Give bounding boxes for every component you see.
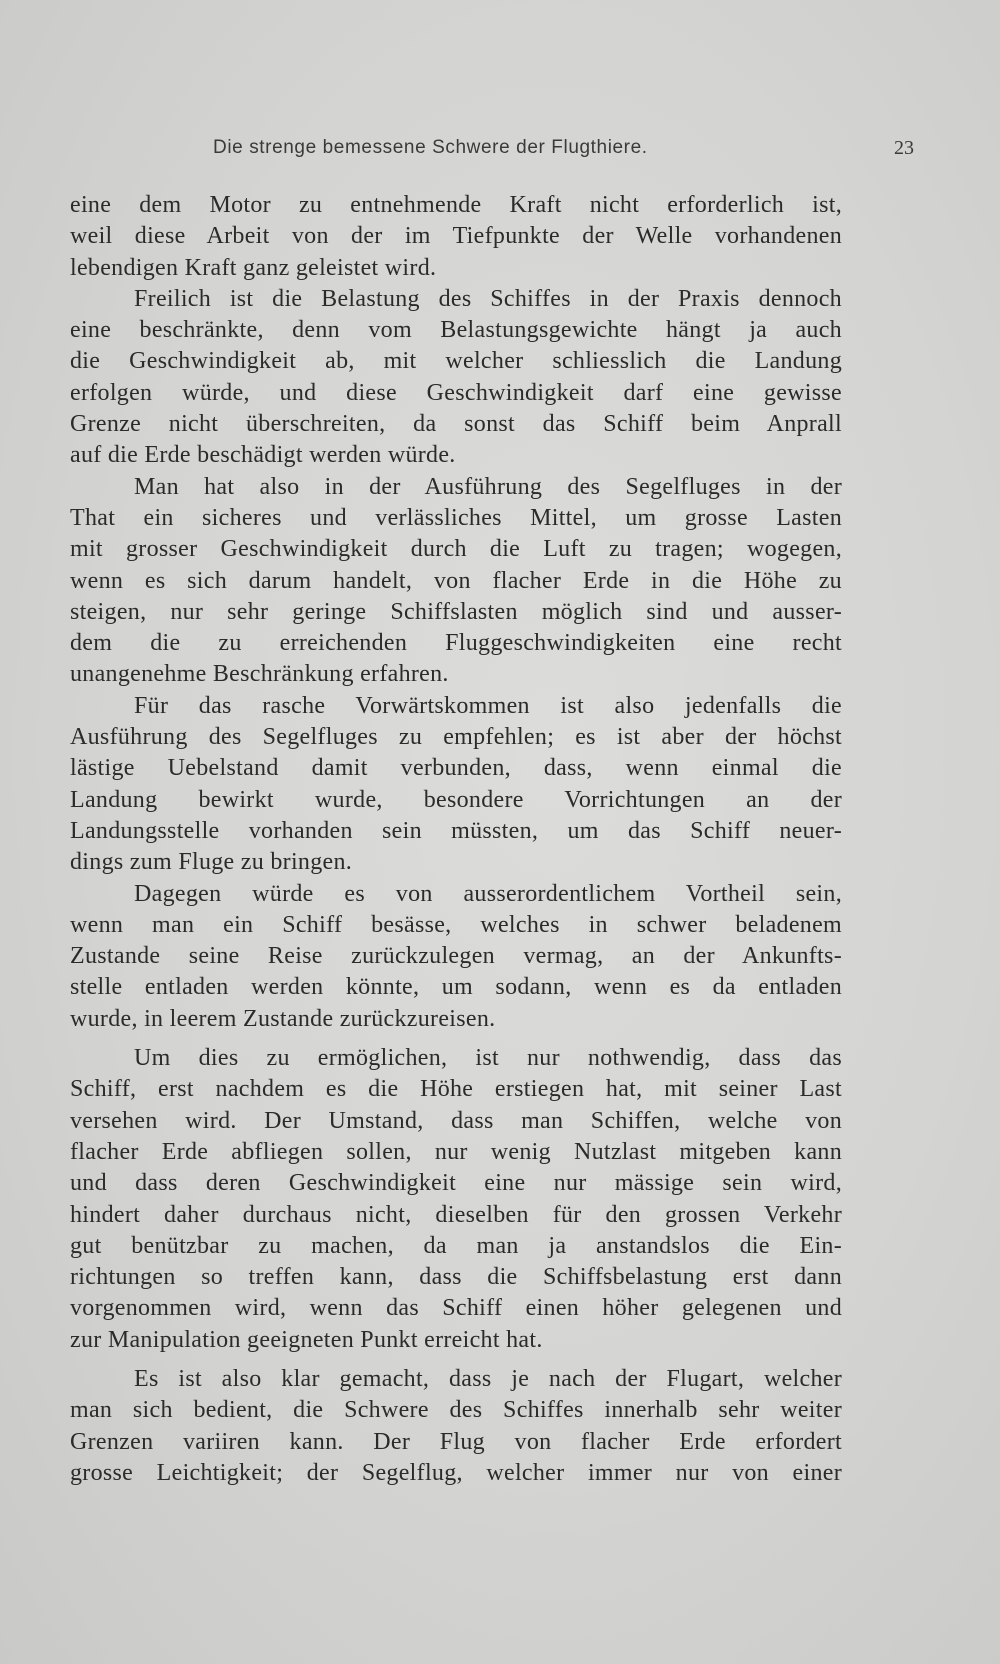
text-line: Man hat also in der Ausführung des Segelfluges in der bbox=[134, 473, 842, 500]
text-line: dings zum Fluge zu bringen. bbox=[70, 849, 353, 876]
text-line: auf die Erde beschädigt werden würde. bbox=[70, 442, 456, 469]
text-line: Dagegen würde es von ausserordentlichem Vortheil sein, bbox=[134, 880, 842, 907]
text-line: That ein sicheres und verlässliches Mittel, um grosse Lasten bbox=[70, 504, 842, 531]
text-line: stelle entladen werden könnte, um sodann, wenn es da entladen bbox=[70, 974, 842, 1001]
text-line: mit grosser Geschwindigkeit durch die Luft zu tragen; wogegen, bbox=[70, 536, 842, 563]
text-line: steigen, nur sehr geringe Schiffslasten möglich sind und ausser- bbox=[70, 598, 842, 625]
text-line: wurde, in leerem Zustande zurückzureisen. bbox=[70, 1005, 496, 1032]
text-line: flacher Erde abfliegen sollen, nur wenig Nutzlast mitgeben kann bbox=[70, 1138, 842, 1165]
paragraph-gap bbox=[70, 1356, 842, 1364]
page-number: 23 bbox=[894, 137, 914, 159]
body-text bbox=[70, 190, 842, 1489]
text-line: Um dies zu ermöglichen, ist nur nothwendig, dass das bbox=[134, 1045, 842, 1072]
text-line: vorgenommen wird, wenn das Schiff einen höher gelegenen und bbox=[70, 1295, 842, 1322]
running-head bbox=[70, 137, 930, 169]
text-line: eine beschränkte, denn vom Belastungsgewichte hängt ja auch bbox=[70, 317, 842, 344]
text-line: richtungen so treffen kann, dass die Schiffsbelastung erst dann bbox=[70, 1264, 842, 1291]
text-line: zur Manipulation geeigneten Punkt erreicht hat. bbox=[70, 1326, 543, 1353]
text-line: Landungsstelle vorhanden sein müssten, um das Schiff neuer- bbox=[70, 817, 842, 844]
text-line: wenn es sich darum handelt, von flacher Erde in die Höhe zu bbox=[70, 567, 842, 594]
text-line: lebendigen Kraft ganz geleistet wird. bbox=[70, 254, 437, 281]
text-line: Zustande seine Reise zurückzulegen vermag, an der Ankunfts- bbox=[70, 943, 842, 970]
text-line: gut benützbar zu machen, da man ja anstandslos die Ein- bbox=[70, 1232, 842, 1259]
text-line: weil diese Arbeit von der im Tiefpunkte der Welle vorhandenen bbox=[70, 223, 842, 250]
text-line: Grenzen variiren kann. Der Flug von flacher Erde erfordert bbox=[70, 1428, 842, 1455]
text-line: man sich bedient, die Schwere des Schiffes innerhalb sehr weiter bbox=[70, 1397, 842, 1424]
running-title: Die strenge bemessene Schwere der Flugthiere. bbox=[213, 137, 648, 158]
text-line: eine dem Motor zu entnehmende Kraft nicht erforderlich ist, bbox=[70, 192, 842, 218]
text-line: unangenehme Beschränkung erfahren. bbox=[70, 661, 449, 688]
text-line: Ausführung des Segelfluges zu empfehlen; es ist aber der höchst bbox=[70, 724, 842, 751]
paragraph-gap bbox=[70, 1035, 842, 1043]
text-line: Landung bewirkt wurde, besondere Vorrichtungen an der bbox=[70, 786, 842, 813]
text-line: und dass deren Geschwindigkeit eine nur mässige sein wird, bbox=[70, 1170, 842, 1197]
text-line: lästige Uebelstand damit verbunden, dass, wenn einmal die bbox=[70, 755, 842, 782]
text-line: wenn man ein Schiff besässe, welches in schwer beladenem bbox=[70, 911, 842, 938]
text-line: versehen wird. Der Umstand, dass man Schiffen, welche von bbox=[70, 1107, 842, 1134]
text-line: Es ist also klar gemacht, dass je nach der Flugart, welcher bbox=[134, 1365, 842, 1392]
text-line: die Geschwindigkeit ab, mit welcher schliesslich die Landung bbox=[70, 348, 842, 375]
text-line: Schiff, erst nachdem es die Höhe erstiegen hat, mit seiner Last bbox=[70, 1076, 842, 1103]
text-line: hindert daher durchaus nicht, dieselben für den grossen Verkehr bbox=[70, 1201, 842, 1228]
text-line: grosse Leichtigkeit; der Segelflug, welcher immer nur von einer bbox=[70, 1459, 842, 1486]
text-line: Freilich ist die Belastung des Schiffes in der Praxis dennoch bbox=[134, 285, 842, 312]
text-line: dem die zu erreichenden Fluggeschwindigkeiten eine recht bbox=[70, 630, 842, 657]
text-line: Grenze nicht überschreiten, da sonst das Schiff beim Anprall bbox=[70, 411, 842, 438]
text-line: Für das rasche Vorwärtskommen ist also jedenfalls die bbox=[134, 692, 842, 719]
text-line: erfolgen würde, und diese Geschwindigkeit darf eine gewisse bbox=[70, 379, 842, 406]
